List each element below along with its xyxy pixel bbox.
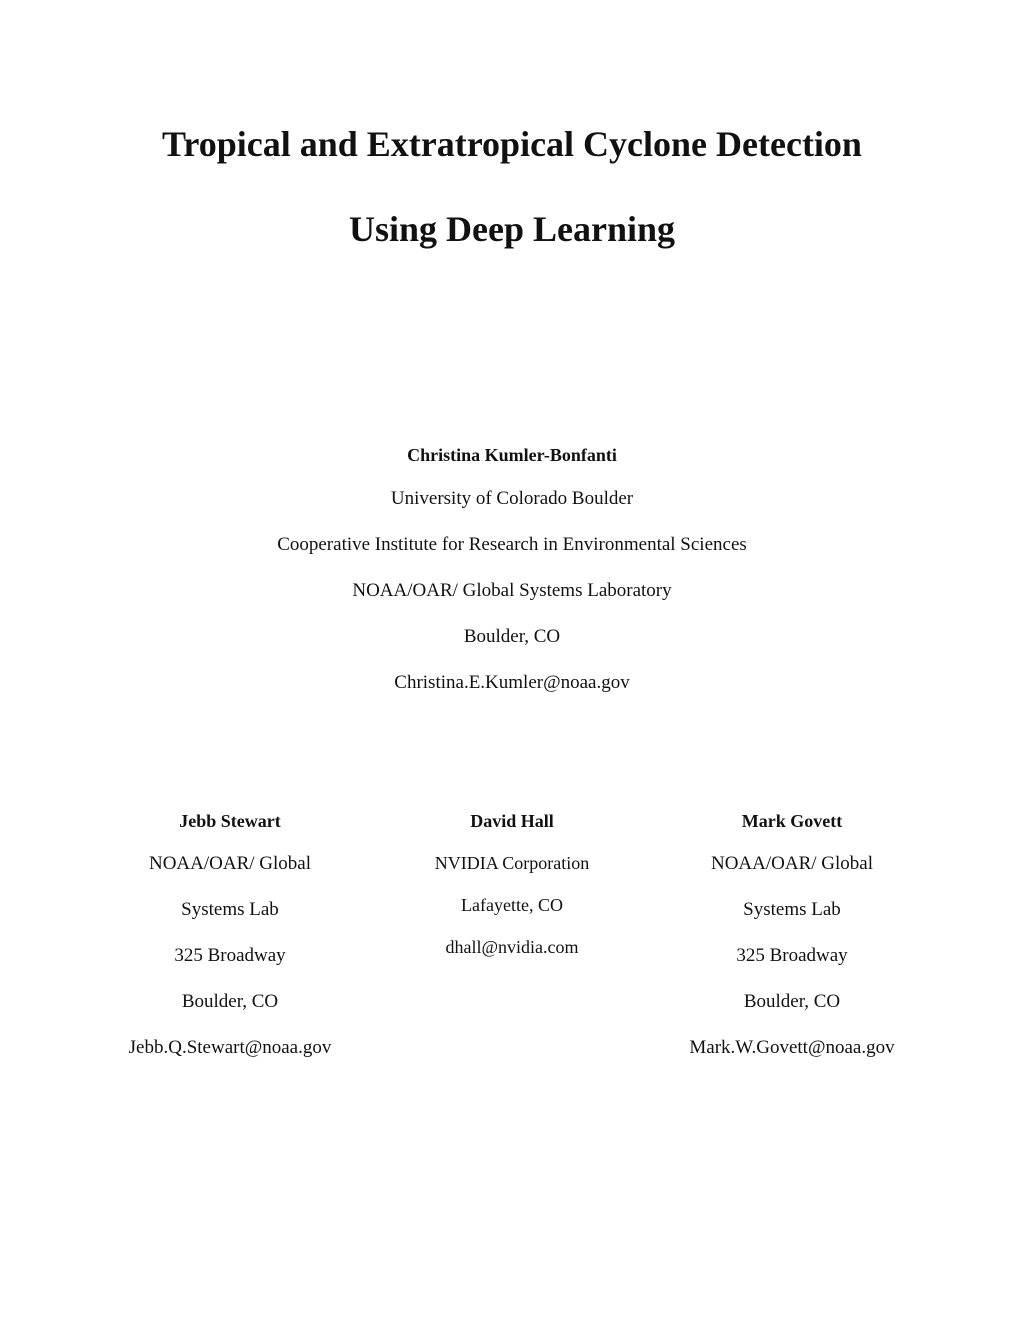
coauthor-email: Mark.W.Govett@noaa.gov — [689, 1037, 895, 1058]
coauthor-email: dhall@nvidia.com — [445, 937, 579, 957]
primary-author-block — [0, 444, 1024, 717]
primary-author-location: Boulder, CO — [463, 626, 561, 647]
coauthor-location: Boulder, CO — [743, 991, 841, 1012]
primary-author-university: University of Colorado Boulder — [390, 488, 634, 509]
coauthor-block-hall — [382, 810, 642, 978]
coauthor-lab: Systems Lab — [181, 899, 279, 920]
coauthor-block-stewart — [100, 810, 360, 1082]
coauthor-org: NVIDIA Corporation — [434, 853, 590, 873]
primary-author-lab: NOAA/OAR/ Global Systems Laboratory — [352, 580, 672, 601]
coauthor-name: David Hall — [470, 811, 554, 831]
coauthor-block-govett — [662, 810, 922, 1082]
coauthor-name: Jebb Stewart — [179, 811, 281, 831]
coauthor-org: NOAA/OAR/ Global — [148, 853, 312, 874]
paper-title-line-1: Tropical and Extratropical Cyclone Detection — [162, 124, 862, 164]
primary-author-institute: Cooperative Institute for Research in Environmental Sciences — [277, 534, 747, 555]
coauthor-email: Jebb.Q.Stewart@noaa.gov — [128, 1037, 332, 1058]
coauthor-org: NOAA/OAR/ Global — [710, 853, 874, 874]
paper-title-line-2: Using Deep Learning — [348, 209, 676, 249]
coauthor-name: Mark Govett — [741, 811, 843, 831]
coauthor-location: Lafayette, CO — [461, 895, 563, 915]
coauthor-address: 325 Broadway — [174, 945, 286, 966]
coauthor-lab: Systems Lab — [743, 899, 841, 920]
primary-author-email: Christina.E.Kumler@noaa.gov — [394, 672, 630, 693]
primary-author-name: Christina Kumler-Bonfanti — [407, 445, 617, 465]
coauthor-address: 325 Broadway — [736, 945, 848, 966]
coauthor-location: Boulder, CO — [181, 991, 279, 1012]
